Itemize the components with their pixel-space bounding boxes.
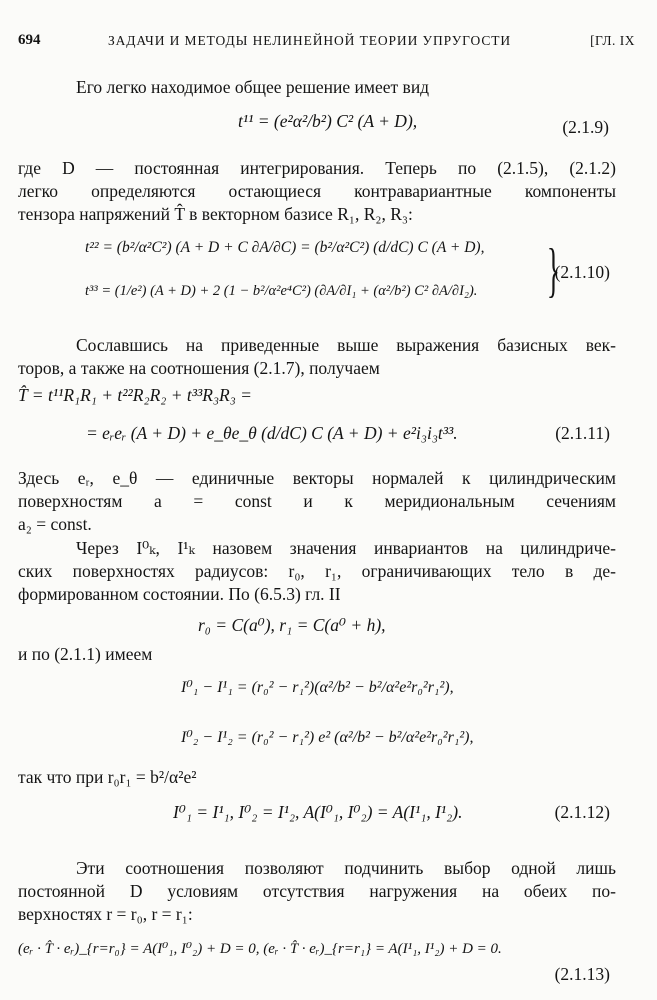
equation-number-2-1-13: (2.1.13) bbox=[554, 964, 610, 984]
paragraph-line: Здесь eᵣ, e_θ — единичные векторы нормалей к цилиндрическим bbox=[18, 468, 616, 488]
paragraph-line: a₂ = const. bbox=[18, 514, 92, 534]
brace-symbol: } bbox=[546, 237, 560, 303]
equation-2-1-11-a: T̂ = t¹¹R₁R₁ + t²²R₂R₂ + t³³R₃R₃ = bbox=[18, 385, 252, 405]
equation-invariant-1: I⁰₁ − I¹₁ = (r₀² − r₁²)(α²/b² − b²/α²e²r₀²r₁²), bbox=[181, 679, 454, 696]
paragraph-line: ских поверхностях радиусов: r₀, r₁, ограничивающих тело в де- bbox=[18, 561, 616, 581]
paragraph-line: верхностях r = r₀, r = r₁: bbox=[18, 904, 193, 924]
paragraph-line: торов, а также на соотношения (2.1.7), получаем bbox=[18, 358, 380, 378]
paragraph-line: легко определяются остающиеся контравариантные компоненты bbox=[18, 181, 616, 201]
equation-2-1-11-b: = eᵣeᵣ (A + D) + e_θe_θ (d/dC) C (A + D) + e²i₃i₃t³³. bbox=[86, 423, 458, 443]
equation-2-1-10-b: t³³ = (1/e²) (A + D) + 2 (1 − b²/α²e⁴C²) (∂A/∂I₁ + (α²/b²) C² ∂A/∂I₂). bbox=[85, 283, 478, 299]
running-title: ЗАДАЧИ И МЕТОДЫ НЕЛИНЕЙНОЙ ТЕОРИИ УПРУГОСТИ bbox=[108, 33, 512, 48]
paragraph-line: формированном состоянии. По (6.5.3) гл. II bbox=[18, 584, 341, 604]
paragraph-line: постоянной D условиям отсутствия нагружения на обеих по- bbox=[18, 881, 616, 901]
paragraph-line: Сославшись на приведенные выше выражения базисных век- bbox=[76, 335, 616, 355]
paragraph-line: где D — постоянная интегрирования. Теперь по (2.1.5), (2.1.2) bbox=[18, 158, 616, 178]
chapter-marker: [ГЛ. IX bbox=[590, 33, 635, 48]
paragraph-line: Через I⁰ₖ, I¹ₖ назовем значения инвариантов на цилиндриче- bbox=[76, 538, 616, 558]
equation-number-2-1-10: (2.1.10) bbox=[554, 262, 610, 282]
equation-number-2-1-11: (2.1.11) bbox=[555, 423, 610, 443]
paragraph-line: тензора напряжений T̂ в векторном базисе R₁, R₂, R₃: bbox=[18, 204, 413, 224]
running-header bbox=[18, 32, 635, 52]
equation-2-1-10-a: t²² = (b²/α²C²) (A + D + C ∂A/∂C) = (b²/α²C²) (d/dC) C (A + D), bbox=[85, 239, 485, 256]
equation-2-1-13: (eᵣ · T̂ · eᵣ)_{r=r₀} = A(I⁰₁, I⁰₂) + D = 0, (eᵣ · T̂ · eᵣ)_{r=r₁} = A(I¹₁, I¹₂) + D = 0. bbox=[18, 941, 502, 957]
equation-number-2-1-9: (2.1.9) bbox=[562, 117, 609, 137]
equation-2-1-9: t¹¹ = (e²α²/b²) C² (A + D), bbox=[238, 111, 418, 131]
equation-2-1-12: I⁰₁ = I¹₁, I⁰₂ = I¹₂, A(I⁰₁, I⁰₂) = A(I¹₁, I¹₂). bbox=[173, 802, 463, 822]
paragraph-line: так что при r₀r₁ = b²/α²e² bbox=[18, 767, 197, 787]
equation-number-2-1-12: (2.1.12) bbox=[554, 802, 610, 822]
equation-radii: r₀ = C(a⁰), r₁ = C(a⁰ + h), bbox=[198, 615, 386, 635]
paragraph-line: поверхностям a = const и к меридиональным сечениям bbox=[18, 491, 616, 511]
equation-invariant-2: I⁰₂ − I¹₂ = (r₀² − r₁²) e² (α²/b² − b²/α²e²r₀²r₁²), bbox=[181, 729, 474, 746]
paragraph-intro: Его легко находимое общее решение имеет вид bbox=[76, 77, 430, 97]
paragraph-line: и по (2.1.1) имеем bbox=[18, 644, 153, 664]
page-number: 694 bbox=[18, 32, 41, 48]
paragraph-line: Эти соотношения позволяют подчинить выбор одной лишь bbox=[76, 858, 616, 878]
